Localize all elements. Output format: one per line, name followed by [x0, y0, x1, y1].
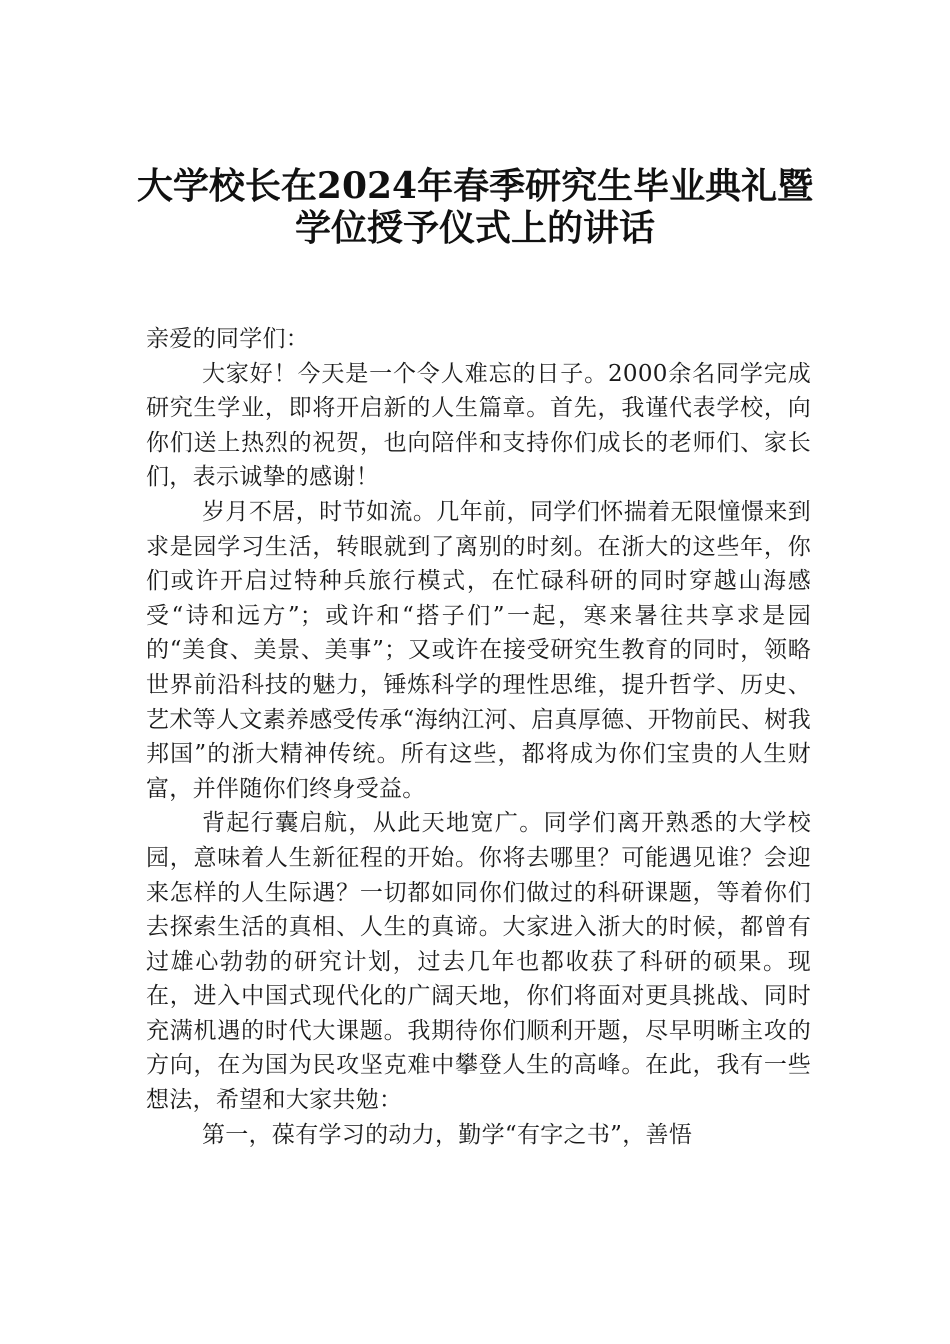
- document-body: [146, 322, 811, 1152]
- document-title-line-1: 大学校长在2024年春季研究生毕业典礼暨: [136, 165, 814, 207]
- greeting: 亲爱的同学们：: [146, 326, 310, 352]
- paragraph-4: 第一，葆有学习的动力，勤学“有字之书”，善悟: [202, 1121, 693, 1148]
- paragraph-2: 岁月不居，时节如流。几年前，同学们怀揣着无限憧憬来到求是园学习生活，转眼就到了离别的时刻。在浙大的这些年，你们或许开启过特种兵旅行模式，在忙碌科研的同时穿越山海感受“诗和远方”；或许和“搭子们”一起，寒来暑往共享求是园的“美食、美景、美事”；又或许在接受研究生教育的同时，领略世界前沿科技的魅力，锤炼科学的理性思维，提升哲学、历史、艺术等人文素养感受传承“海纳江河、启真厚德、开物前民、树我邦国”的浙大精神传统。所有这些，都将成为你们宝贵的人生财富，并伴随你们终身受益。: [146, 498, 811, 802]
- paragraph-3: 背起行囊启航，从此天地宽广。同学们离开熟悉的大学校园，意味着人生新征程的开始。你将去哪里？可能遇见谁？会迎来怎样的人生际遇？一切都如同你们做过的科研课题，等着你们去探索生活的真相、人生的真谛。大家进入浙大的时候，都曾有过雄心勃勃的研究计划，过去几年也都收获了科研的硕果。现在，进入中国式现代化的广阔天地，你们将面对更具挑战、同时充满机遇的时代大课题。我期待你们顺利开题，尽早明晰主攻的方向，在为国为民攻坚克难中攀登人生的高峰。在此，我有一些想法，希望和大家共勉：: [146, 810, 811, 1114]
- paragraph-1: 大家好！今天是一个令人难忘的日子。2000余名同学完成研究生学业，即将开启新的人生篇章。首先，我谨代表学校，向你们送上热烈的祝贺，也向陪伴和支持你们成长的老师们、家长们，表示诚挚的感谢！: [146, 360, 811, 491]
- document-title-line-2: 学位授予仪式上的讲话: [294, 207, 655, 249]
